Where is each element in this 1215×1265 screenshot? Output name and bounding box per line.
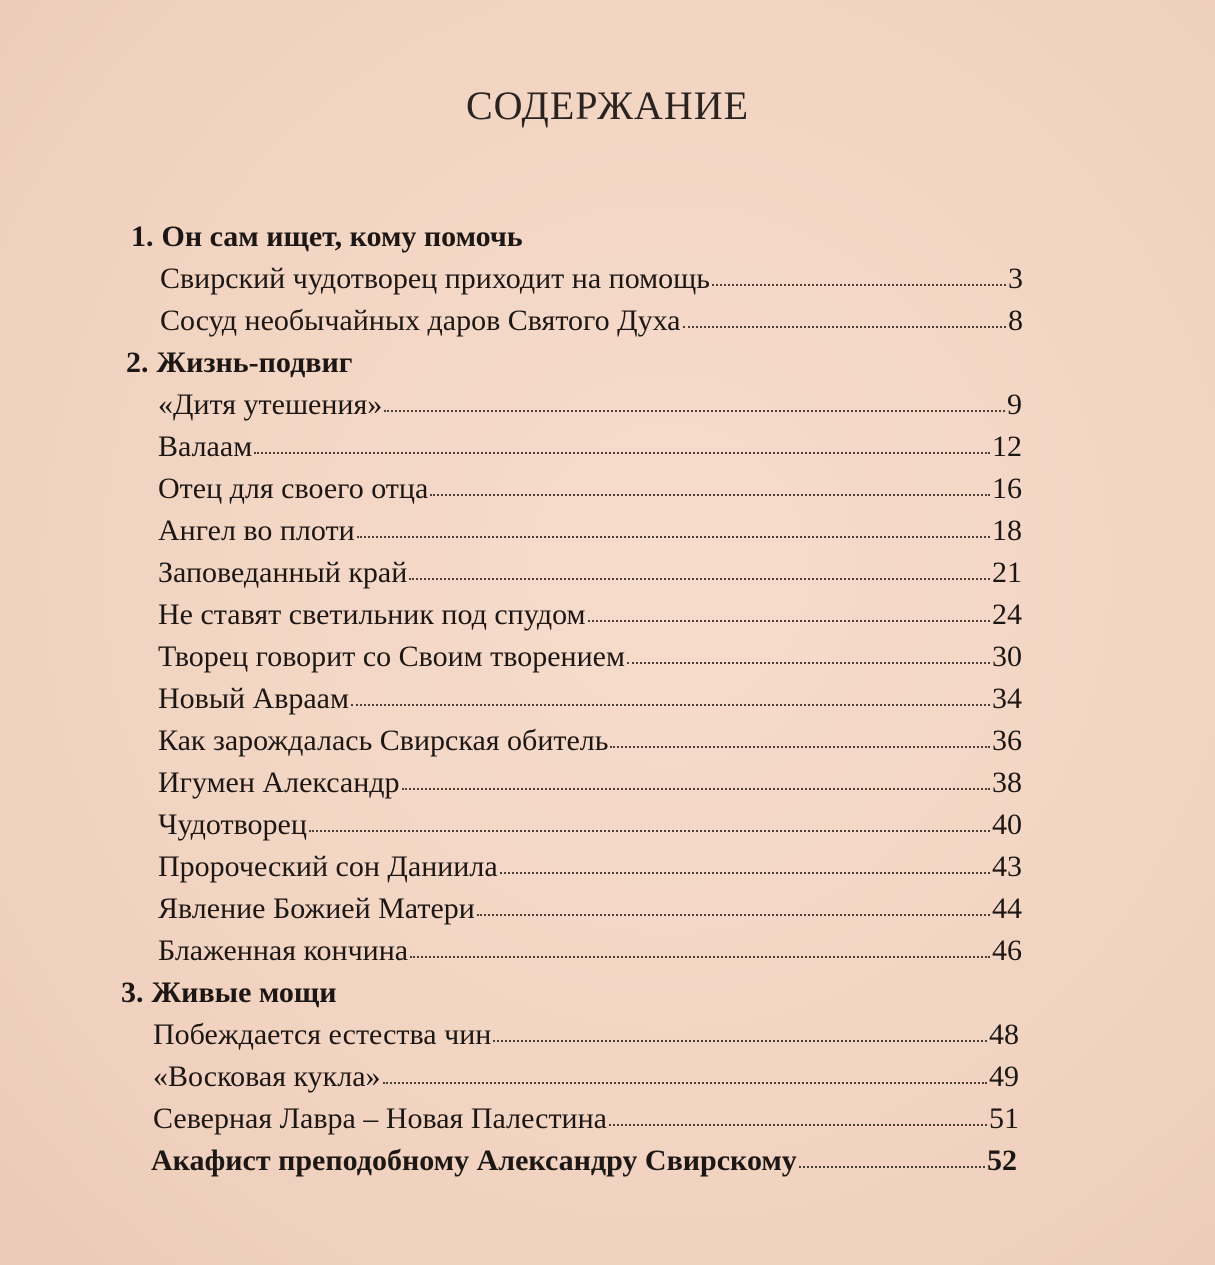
dot-leader — [410, 956, 990, 958]
entry-title: Побеждается естества чин — [153, 1018, 492, 1051]
toc-section-1 — [0, 216, 1215, 342]
dot-leader — [477, 914, 990, 916]
dot-leader — [493, 1040, 987, 1042]
entry-title: Творец говорит со Своим творением — [158, 640, 625, 673]
toc-entry[interactable] — [0, 468, 1022, 510]
entry-page-number: 30 — [992, 640, 1022, 673]
toc-entry-akathist[interactable] — [0, 1140, 1017, 1182]
section-number: 1. — [131, 220, 154, 253]
page-title: СОДЕРЖАНИЕ — [465, 83, 750, 128]
dot-leader — [627, 662, 990, 664]
entry-title: Не ставят светильник под спудом — [158, 598, 586, 631]
toc-entry[interactable] — [0, 300, 1023, 342]
dot-leader — [430, 494, 990, 496]
entry-page-number: 40 — [992, 808, 1022, 841]
toc-entry[interactable] — [0, 930, 1022, 972]
section-heading — [0, 216, 1215, 258]
toc-entry[interactable] — [0, 426, 1022, 468]
toc-entry[interactable] — [0, 1056, 1019, 1098]
toc-entry[interactable] — [0, 552, 1022, 594]
toc-section-2 — [0, 342, 1215, 972]
entry-page-number: 43 — [992, 850, 1022, 883]
toc-entry[interactable] — [0, 510, 1022, 552]
entry-title: Сосуд необычайных даров Святого Духа — [160, 304, 681, 337]
entry-page-number: 52 — [987, 1144, 1017, 1177]
toc-entry[interactable] — [0, 594, 1022, 636]
entry-page-number: 12 — [992, 430, 1022, 463]
entry-title: Блаженная кончина — [158, 934, 409, 967]
entry-title: «Восковая кукла» — [153, 1060, 381, 1093]
entry-page-number: 51 — [989, 1102, 1019, 1135]
dot-leader — [799, 1166, 985, 1168]
entry-page-number: 8 — [1008, 304, 1023, 337]
entry-title: Новый Авраам — [158, 682, 349, 715]
dot-leader — [712, 284, 1006, 286]
section-title: Он сам ищет, кому помочь — [161, 220, 523, 253]
entry-title: Свирский чудотворец приходит на помощь — [160, 262, 710, 295]
section-heading — [0, 342, 1215, 384]
entry-title: Валаам — [158, 430, 253, 463]
entry-title: Игумен Александр — [158, 766, 400, 799]
dot-leader — [409, 578, 990, 580]
dot-leader — [609, 1124, 987, 1126]
dot-leader — [500, 872, 990, 874]
entry-page-number: 44 — [992, 892, 1022, 925]
section-number: 2. — [126, 346, 149, 379]
entry-title: Пророческий сон Даниила — [158, 850, 498, 883]
section-title: Жизнь-подвиг — [156, 346, 353, 379]
toc-entry[interactable] — [0, 636, 1022, 678]
entry-page-number: 48 — [989, 1018, 1019, 1051]
entry-page-number: 18 — [992, 514, 1022, 547]
toc-entry[interactable] — [0, 804, 1022, 846]
table-of-contents — [0, 216, 1215, 1182]
entry-page-number: 49 — [989, 1060, 1019, 1093]
entry-title: «Дитя утешения» — [158, 388, 383, 421]
entry-page-number: 3 — [1008, 262, 1023, 295]
dot-leader — [384, 410, 1005, 412]
dot-leader — [683, 326, 1007, 328]
entry-page-number: 9 — [1007, 388, 1022, 421]
dot-leader — [402, 788, 990, 790]
toc-entry[interactable] — [0, 846, 1022, 888]
entry-title: Как зарождалась Свирская обитель — [158, 724, 609, 757]
entry-title: Отец для своего отца — [158, 472, 429, 505]
dot-leader — [357, 536, 990, 538]
entry-title: Северная Лавра – Новая Палестина — [153, 1102, 607, 1135]
dot-leader — [351, 704, 990, 706]
entry-title: Явление Божией Матери — [158, 892, 475, 925]
section-number: 3. — [121, 976, 144, 1009]
entry-title: Акафист преподобному Александру Свирскому — [151, 1144, 797, 1177]
entry-page-number: 36 — [992, 724, 1022, 757]
toc-entry[interactable] — [0, 762, 1022, 804]
dot-leader — [610, 746, 990, 748]
dot-leader — [254, 452, 990, 454]
toc-section-3 — [0, 972, 1215, 1182]
entry-page-number: 24 — [992, 598, 1022, 631]
entry-page-number: 38 — [992, 766, 1022, 799]
entry-title: Заповеданный край — [158, 556, 408, 589]
section-title: Живые мощи — [151, 976, 337, 1009]
toc-entry[interactable] — [0, 720, 1022, 762]
entry-page-number: 16 — [992, 472, 1022, 505]
toc-entry[interactable] — [0, 678, 1022, 720]
toc-entry[interactable] — [0, 1014, 1019, 1056]
dot-leader — [383, 1082, 987, 1084]
toc-entry[interactable] — [0, 888, 1022, 930]
entry-title: Чудотворец — [158, 808, 307, 841]
entry-title: Ангел во плоти — [158, 514, 355, 547]
toc-entry[interactable] — [0, 1098, 1019, 1140]
dot-leader — [309, 830, 990, 832]
entry-page-number: 21 — [992, 556, 1022, 589]
toc-entry[interactable] — [0, 258, 1023, 300]
entry-page-number: 34 — [992, 682, 1022, 715]
toc-entry[interactable] — [0, 384, 1022, 426]
dot-leader — [588, 620, 991, 622]
section-heading — [0, 972, 1215, 1014]
entry-page-number: 46 — [992, 934, 1022, 967]
